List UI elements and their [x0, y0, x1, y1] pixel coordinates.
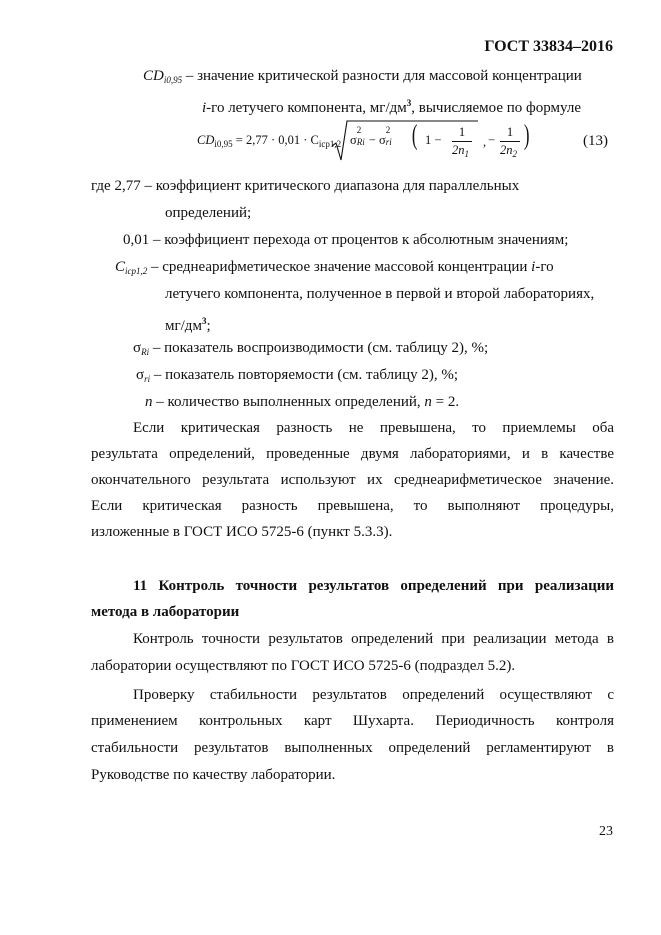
formula-sigma-r-sub: ri [385, 137, 392, 147]
formula-sigma-r: σ [378, 133, 386, 147]
page-number: 23 [599, 824, 613, 839]
where-text-c-tail: -го [535, 259, 554, 275]
frac1-den: 2n [452, 143, 465, 157]
para1-line2: результата определений, проведенные двумя лабораториями, и в качестве [91, 446, 614, 462]
formula-paren-left: ( [411, 120, 418, 151]
formula-radicand [350, 125, 396, 148]
where-sym-n: n [145, 394, 153, 410]
formula-one-minus: 1 − [425, 133, 442, 147]
cd-def-text: – значение критической разности для массовой концентрации [182, 68, 582, 84]
where-line-c [115, 257, 554, 281]
formula-frac2-bar [500, 141, 520, 142]
where-text-sigma-R: – показатель воспроизводимости (см. таблицу 2), %; [152, 340, 489, 356]
cd-symbol-sub: i0,95 [163, 75, 183, 85]
para3-line1: Проверку стабильности результатов определений осуществляют с [133, 687, 614, 703]
formula-sigma-r-sup: 2 [385, 125, 391, 135]
where-line-2-77 [91, 176, 519, 196]
formula-frac1-num: 1 [458, 125, 466, 139]
formula-minus: − [368, 133, 376, 147]
formula-product: = 2,77 · 0,01 · C [235, 133, 319, 147]
where-line-c-unit [165, 311, 211, 336]
para1-line5: изложенные в ГОСТ ИСО 5725-6 (пункт 5.3.3). [91, 524, 393, 540]
formula-frac2-num: 1 [506, 125, 514, 139]
para2-line1: Контроль точности результатов определений при реализации метода в [133, 631, 614, 647]
cd-def-tail: , вычисляемое по формуле [411, 100, 581, 116]
where-line-n [145, 392, 459, 412]
where-line-0-01 [123, 230, 568, 250]
where-c-unit-tail: ; [206, 318, 211, 334]
where-text-n: – количество выполненных определений, [156, 394, 425, 410]
formula-sigma-R: σ [350, 133, 357, 147]
cd-definition-line1 [143, 66, 582, 90]
formula-c-sub: icp1,2 [318, 139, 342, 149]
frac2-den-sub: 2 [512, 149, 517, 159]
formula-cd: CD [197, 133, 215, 147]
formula-cd-sub: i0,95 [214, 139, 233, 149]
formula-lhs [197, 133, 341, 149]
para2-line2: лаборатории осуществляют по ГОСТ ИСО 5725-6 (подраздел 5.2). [91, 658, 516, 674]
para3-line3: стабильности результатов выполненных определений регламентируют в [91, 740, 614, 756]
cd-symbol: CD [143, 68, 164, 84]
frac1-den-sub: 1 [464, 149, 469, 159]
where-sym-2-77: 2,77 [114, 178, 141, 194]
formula-frac1-den [452, 143, 469, 159]
where-line-sigma-r [136, 365, 458, 389]
where-text-n-tail: = 2. [431, 394, 460, 410]
where-sym-0-01: 0,01 [123, 232, 150, 248]
document-header: ГОСТ 33834–2016 [484, 38, 613, 55]
formula-frac2-den [500, 143, 517, 159]
where-sym-sigma-R: σ [133, 340, 142, 356]
formula-comma: , [483, 135, 487, 149]
formula-frac1-bar [452, 141, 472, 142]
formula-minus2: − [488, 133, 496, 147]
where-c-unit-sup: 3 [201, 316, 207, 326]
where-line-2-77-cont: определений; [165, 205, 252, 221]
cd-definition-line2 [202, 93, 581, 118]
section-11-heading: 11 Контроль точности результатов определений при реализации [133, 578, 614, 594]
where-line-c-cont: летучего компонента, полученное в первой и второй лабораториях, [165, 286, 595, 302]
para3-line2: применением контрольных карт Шухарта. Периодичность контроля [91, 713, 614, 729]
where-text-sigma-r: – показатель повторяемости (см. таблицу 2), %; [153, 367, 459, 383]
where-sym-sigma-r: σ [136, 367, 145, 383]
where-c-unit: мг/дм [165, 318, 202, 334]
formula-sigma-R-sub: Ri [356, 137, 365, 147]
where-text-2-77: – коэффициент критического диапазона для параллельных [144, 178, 520, 194]
where-text-n-i: n [424, 394, 432, 410]
where-text-0-01: – коэффициент перехода от процентов к абсолютным значениям; [153, 232, 569, 248]
where-text-c-i: i [531, 259, 536, 275]
frac2-den: 2n [500, 143, 513, 157]
cd-def-text2: -го летучего компонента, мг/дм [206, 100, 407, 116]
where-text-c: – среднеарифметическое значение массовой концентрации [151, 259, 532, 275]
section-11-heading-cont: метода в лаборатории [91, 604, 240, 620]
para1-line1: Если критическая разность не превышена, то приемлемы оба [133, 420, 614, 436]
where-sym-c-sub: icp1,2 [125, 266, 148, 276]
para3-line4: Руководстве по качеству лаборатории. [91, 767, 336, 783]
formula-number: (13) [583, 133, 608, 149]
formula-sigma-R-sup: 2 [356, 125, 362, 135]
para1-line3: окончательного результата используют их среднеарифметическое значение. [91, 472, 614, 488]
where-sym-sigma-R-sub: Ri [141, 347, 150, 357]
where-sym-sigma-r-sub: ri [144, 374, 151, 384]
where-line-sigma-R [133, 338, 488, 362]
where-intro: где [91, 178, 111, 194]
where-sym-c: C [115, 259, 126, 275]
cd-def-i: i [202, 100, 207, 116]
para1-line4: Если критическая разность превышена, то выполняют процедуры, [91, 498, 614, 514]
cd-def-sup: 3 [406, 98, 412, 108]
formula-paren-right: ) [523, 120, 530, 151]
